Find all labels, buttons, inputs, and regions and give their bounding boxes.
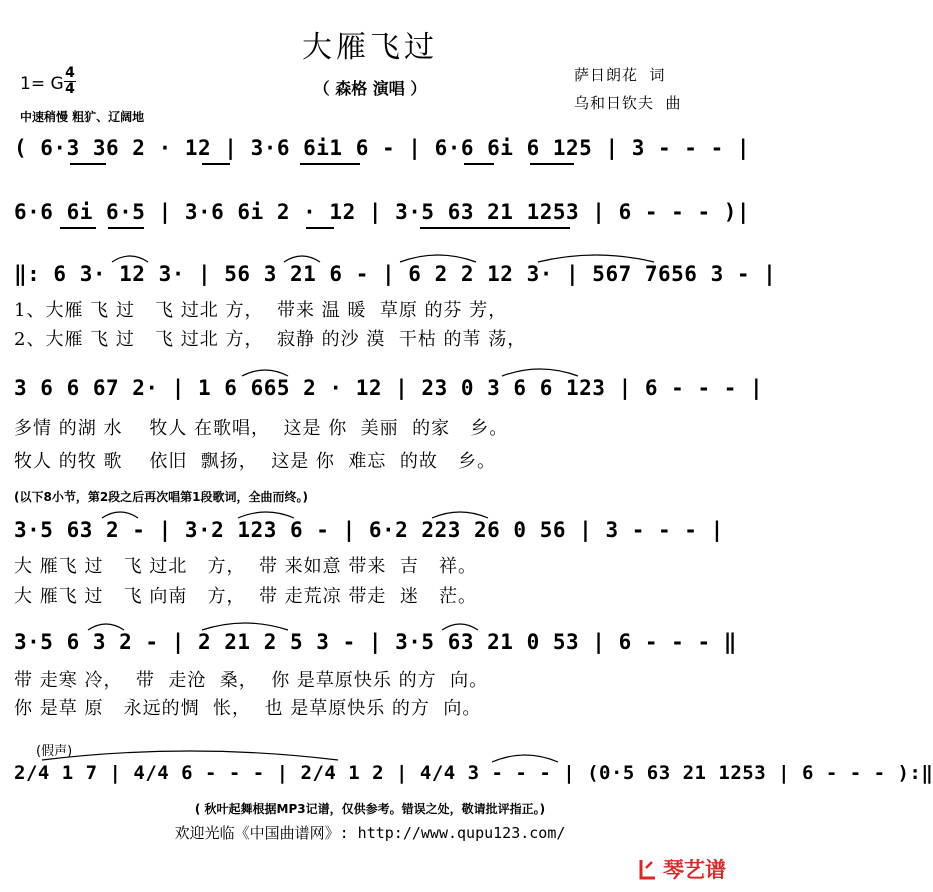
verse-notes-line-2: 3 6 6 67 2· | 1 6 665 2 · 12 | 23 0 3 6 6 123 | 6 - - - | xyxy=(14,376,764,400)
song-title: 大雁飞过 xyxy=(302,30,438,65)
time-signature xyxy=(64,66,76,97)
verse-lyric-2a: 多情 的湖 水 牧人 在歌唱， 这是 你 美丽 的家 乡。 xyxy=(14,418,509,439)
tempo-marking: 中速稍慢 粗犷、辽阔地 xyxy=(20,110,145,124)
slur-mark xyxy=(236,508,296,520)
singer-credit: （ 森格 演唱 ） xyxy=(313,79,427,98)
coda-notes: 2/4 1 7 | 4/4 6 - - - | 2/4 1 2 | 4/4 3 - - - | (0·5 63 21 1253 | 6 - - - ):‖ xyxy=(14,762,933,784)
composer-credit: 乌和日钦夫 曲 xyxy=(574,94,682,112)
verse-lyric-1b: 2、大雁 飞 过 飞 过北 方， 寂静 的沙 漠 干枯 的苇 荡， xyxy=(14,329,527,350)
performance-note: (以下8小节，第2段之后再次唱第1段歌词，全曲而终。) xyxy=(14,490,309,504)
slur-mark xyxy=(100,508,140,520)
slur-mark xyxy=(430,508,490,520)
key-signature: 1= G xyxy=(20,74,64,94)
chorus-lyric-2a: 带 走寒 冷， 带 走沧 桑， 你 是草原快乐 的方 向。 xyxy=(14,670,489,691)
intro-line-2: 6·6 6i 6·5 | 3·6 6i 2 · 12 | 3·5 63 21 1253 | 6 - - - )| xyxy=(14,200,751,224)
chorus-lyric-1a: 大 雁飞 过 飞 过北 方， 带 来如意 带来 吉 祥。 xyxy=(14,556,477,577)
logo-icon xyxy=(637,856,659,882)
slur-mark xyxy=(110,252,150,264)
slur-mark xyxy=(398,252,478,264)
slur-mark xyxy=(240,366,290,378)
slur-mark xyxy=(536,252,656,264)
slur-mark xyxy=(86,620,126,632)
website-credit: 欢迎光临《中国曲谱网》: http://www.qupu123.com/ xyxy=(174,824,566,842)
slur-mark xyxy=(40,748,340,762)
logo-text: 琴艺谱 xyxy=(663,858,726,882)
slur-mark xyxy=(200,620,290,632)
falsetto-marking: (假声) xyxy=(36,744,73,759)
chorus-notes-line-1: 3·5 63 2 - | 3·2 123 6 - | 6·2 223 26 0 56 | 3 - - - | xyxy=(14,518,724,542)
slur-mark xyxy=(440,620,480,632)
verse-lyric-1a: 1、大雁 飞 过 飞 过北 方， 带来 温 暖 草原 的芬 芳， xyxy=(14,300,508,321)
chorus-lyric-1b: 大 雁飞 过 飞 向南 方， 带 走荒凉 带走 迷 茫。 xyxy=(14,586,477,607)
source-note: ( 秋叶起舞根据MP3记谱，仅供参考。错误之处，敬请批评指正。) xyxy=(194,802,546,816)
slur-mark xyxy=(282,252,322,264)
intro-line-1: ( 6·3 36 2 · 12 | 3·6 6i1 6 - | 6·6 6i 6 125 | 3 - - - | xyxy=(14,136,751,160)
lyricist-credit: 萨日朗花 词 xyxy=(574,66,666,84)
chorus-notes-line-2: 3·5 6 3 2 - | 2 21 2 5 3 - | 3·5 63 21 0 53 | 6 - - - ‖ xyxy=(14,630,737,654)
verse-lyric-2b: 牧人 的牧 歌 依旧 飘扬， 这是 你 难忘 的故 乡。 xyxy=(14,451,496,472)
time-signature-numerator: 4 xyxy=(65,65,75,81)
site-logo xyxy=(637,854,726,884)
chorus-lyric-2b: 你 是草 原 永远的惆 怅， 也 是草原快乐 的方 向。 xyxy=(14,698,482,719)
verse-notes-line-1: ‖: 6 3· 12 3· | 56 3 21 6 - | 6 2 2 12 3· | 567 7656 3 - | xyxy=(14,262,777,286)
slur-mark xyxy=(500,366,580,378)
time-signature-denominator: 4 xyxy=(65,81,75,97)
